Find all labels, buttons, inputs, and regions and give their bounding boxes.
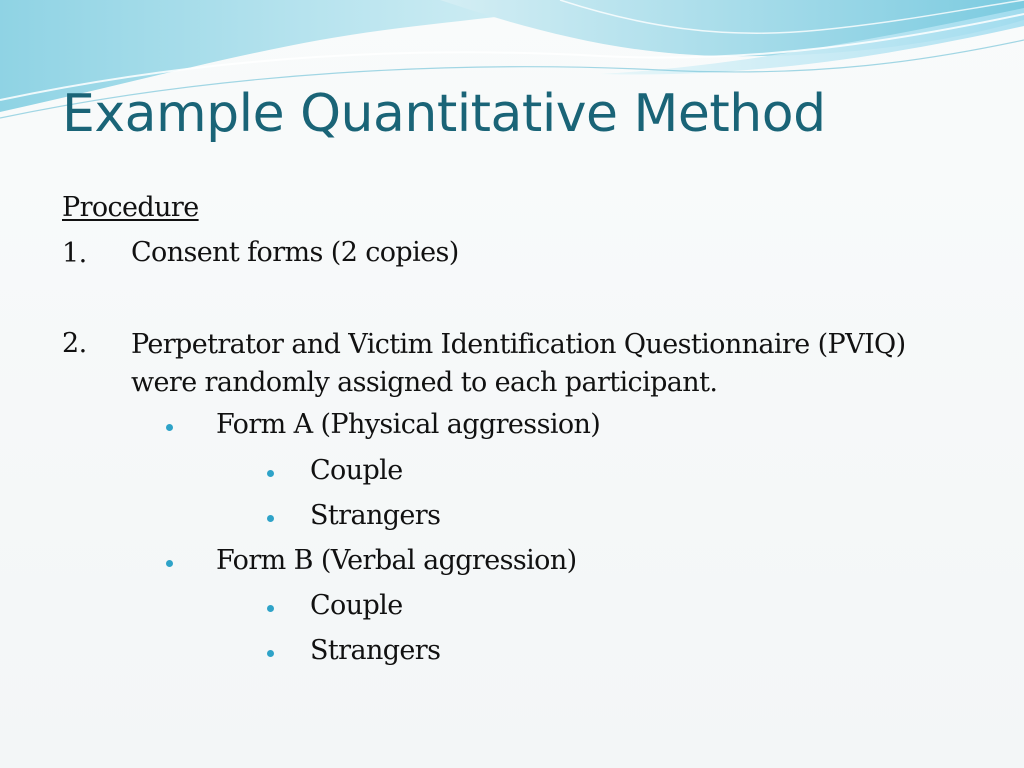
group-label: Strangers (310, 500, 441, 531)
slide-title: Example Quantitative Method (62, 84, 826, 144)
group-label: Couple (310, 590, 403, 621)
bullet-dot (267, 650, 274, 657)
item-number: 1. (62, 238, 87, 269)
bullet-dot (267, 515, 274, 522)
bullet-dot (267, 605, 274, 612)
bullet-dot (166, 560, 173, 567)
form-label: Form A (Physical aggression) (216, 409, 601, 440)
item-text: Perpetrator and Victim Identification Questionnaire (PVIQ) were randomly assigned to each participant. (131, 329, 906, 398)
bullet-dot (166, 424, 173, 431)
group-label: Couple (310, 455, 403, 486)
section-heading: Procedure (62, 192, 199, 223)
form-label: Form B (Verbal aggression) (216, 545, 577, 576)
item-number: 2. (62, 328, 87, 359)
bullet-dot (267, 470, 274, 477)
item-text: Consent forms (2 copies) (131, 237, 459, 268)
group-label: Strangers (310, 635, 441, 666)
